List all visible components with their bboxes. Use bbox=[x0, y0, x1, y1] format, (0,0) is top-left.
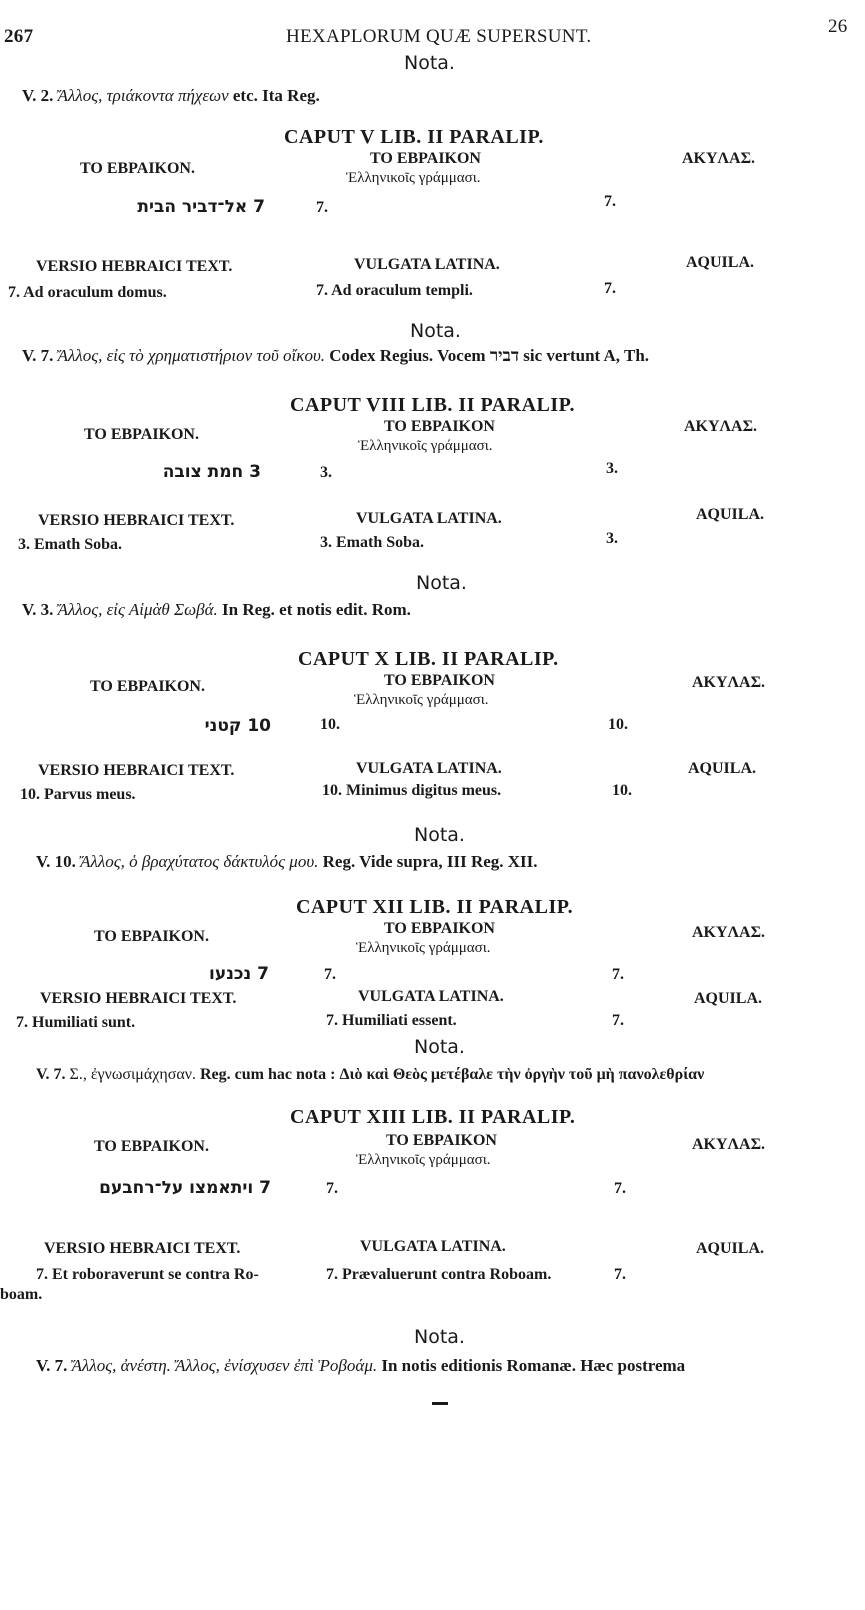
col-versio-header: VERSIO HEBRAICI TEXT. bbox=[36, 258, 233, 275]
hebrew-text: 10 קטני bbox=[204, 716, 271, 736]
col-versio-header: VERSIO HEBRAICI TEXT. bbox=[38, 512, 235, 529]
vulgata-text: 3. Emath Soba. bbox=[320, 534, 425, 551]
nota-label: Nota. bbox=[414, 1036, 465, 1058]
col-hebrew-greek-header: TO EBPAIKON bbox=[384, 672, 495, 689]
col-versio-header: VERSIO HEBRAICI TEXT. bbox=[38, 762, 235, 779]
versio-text: 3. Emath Soba. bbox=[18, 536, 123, 553]
aquila-verse-number: 7. bbox=[612, 966, 624, 983]
col-hebrew-header: TO EBPAIKON. bbox=[84, 426, 199, 443]
col-hebrew-header: TO EBPAIKON. bbox=[80, 160, 195, 177]
col-aquila-greek-header: AKYΛAΣ. bbox=[682, 150, 756, 167]
col-hebrew-greek-header: TO EBPAIKON bbox=[370, 150, 481, 167]
hg-verse-number: 7. bbox=[326, 1180, 338, 1197]
caput-heading: CAPUT V LIB. II PARALIP. bbox=[284, 126, 544, 148]
caput-heading: CAPUT XII LIB. II PARALIP. bbox=[296, 896, 574, 918]
note-prefix: V. 7. bbox=[36, 1356, 68, 1375]
aquila-text: 7. bbox=[614, 1266, 626, 1283]
note-line bbox=[22, 600, 411, 620]
col-hebrew-greek-sub: Ἑλληνικοῖς γράμμασι. bbox=[356, 1152, 491, 1168]
note-prefix: V. 7. bbox=[22, 346, 54, 365]
note-greek: Ἄλλος, ἀνέστη. Ἄλλος, ἐνίσχυσεν ἐπὶ Ῥοβοάμ. bbox=[71, 1356, 378, 1375]
aquila-text: 7. bbox=[604, 280, 616, 297]
col-versio-header: VERSIO HEBRAICI TEXT. bbox=[44, 1240, 241, 1257]
col-vulgata-header: VULGATA LATINA. bbox=[356, 760, 502, 777]
col-vulgata-header: VULGATA LATINA. bbox=[354, 256, 500, 273]
nota-label: Nota. bbox=[410, 320, 461, 342]
note-rest: Codex Regius. Vocem דביר sic vertunt A, Th. bbox=[329, 346, 650, 365]
col-hebrew-greek-header: TO EBPAIKON bbox=[384, 418, 495, 435]
note-greek: Ἄλλος, ὁ βραχύτατος δάκτυλός μου. bbox=[80, 852, 319, 871]
col-aquila-greek-header: AKYΛAΣ. bbox=[692, 674, 766, 691]
note-prefix: V. 3. bbox=[22, 600, 54, 619]
hebrew-text: 7 ויתאמצו על־רחבעם bbox=[99, 1178, 271, 1198]
col-aquila-header: AQUILA. bbox=[696, 1240, 765, 1257]
note-rest: Reg. Vide supra, III Reg. XII. bbox=[322, 852, 538, 871]
aquila-verse-number: 10. bbox=[608, 716, 628, 733]
vulgata-text: 7. Prævaluerunt contra Roboam. bbox=[326, 1266, 552, 1283]
versio-text: 7. Ad oraculum domus. bbox=[8, 284, 167, 301]
note-line bbox=[36, 1356, 685, 1376]
nota-label: Nota. bbox=[416, 572, 467, 594]
page-number-left: 267 bbox=[4, 26, 34, 47]
col-aquila-header: AQUILA. bbox=[694, 990, 763, 1007]
col-vulgata-header: VULGATA LATINA. bbox=[358, 988, 504, 1005]
versio-text: 10. Parvus meus. bbox=[20, 786, 136, 803]
col-versio-header: VERSIO HEBRAICI TEXT. bbox=[40, 990, 237, 1007]
caput-heading: CAPUT VIII LIB. II PARALIP. bbox=[290, 394, 576, 416]
col-aquila-greek-header: AKYΛAΣ. bbox=[692, 1136, 766, 1153]
versio-text: 7. Et roboraverunt se contra Ro- bbox=[36, 1266, 259, 1283]
note-rest: etc. Ita Reg. bbox=[232, 86, 320, 105]
vulgata-text: 10. Minimus digitus meus. bbox=[322, 782, 502, 799]
aquila-verse-number: 7. bbox=[614, 1180, 626, 1197]
aquila-text: 10. bbox=[612, 782, 632, 799]
col-hebrew-greek-sub: Ἑλληνικοῖς γράμμασι. bbox=[346, 170, 481, 186]
note-greek: Ἄλλος, τριάκοντα πήχεων bbox=[57, 86, 229, 105]
note-rest: Reg. cum hac nota : Διὸ καὶ Θεὸς μετέβαλε τὴν ὀργὴν τοῦ μὴ πανολεθρίαν bbox=[199, 1066, 705, 1083]
note-line bbox=[22, 346, 649, 366]
col-hebrew-header: TO EBPAIKON. bbox=[90, 678, 205, 695]
aquila-verse-number: 7. bbox=[604, 193, 616, 210]
caput-heading: CAPUT X LIB. II PARALIP. bbox=[298, 648, 559, 670]
col-hebrew-greek-sub: Ἑλληνικοῖς γράμμασι. bbox=[356, 940, 491, 956]
col-vulgata-header: VULGATA LATINA. bbox=[360, 1238, 506, 1255]
versio-text-continued: boam. bbox=[0, 1286, 43, 1303]
hg-verse-number: 10. bbox=[320, 716, 340, 733]
col-hebrew-header: TO EBPAIKON. bbox=[94, 928, 209, 945]
note-line bbox=[36, 852, 538, 872]
hg-verse-number: 7. bbox=[316, 199, 328, 216]
versio-text: 7. Humiliati sunt. bbox=[16, 1014, 136, 1031]
hg-verse-number: 3. bbox=[320, 464, 332, 481]
vulgata-text: 7. Humiliati essent. bbox=[326, 1012, 457, 1029]
vulgata-text: 7. Ad oraculum templi. bbox=[316, 282, 473, 299]
note-rest: In Reg. et notis edit. Rom. bbox=[222, 600, 411, 619]
col-aquila-header: AQUILA. bbox=[696, 506, 765, 523]
page-number-right: 26 bbox=[828, 16, 848, 37]
col-hebrew-greek-header: TO EBPAIKON bbox=[384, 920, 495, 937]
col-hebrew-header: TO EBPAIKON. bbox=[94, 1138, 209, 1155]
col-aquila-greek-header: AKYΛAΣ. bbox=[692, 924, 766, 941]
col-hebrew-greek-sub: Ἑλληνικοῖς γράμμασι. bbox=[358, 438, 493, 454]
col-hebrew-greek-sub: Ἑλληνικοῖς γράμμασι. bbox=[354, 692, 489, 708]
nota-label: Nota. bbox=[404, 52, 455, 74]
aquila-text: 7. bbox=[612, 1012, 624, 1029]
hebrew-text: 7 אל־דביר הבית bbox=[137, 197, 265, 217]
note-rest: In notis editionis Romanæ. Hæc postrema bbox=[381, 1356, 686, 1375]
aquila-text: 3. bbox=[606, 530, 618, 547]
col-aquila-header: AQUILA. bbox=[686, 254, 755, 271]
note-prefix: V. 10. bbox=[36, 852, 76, 871]
col-hebrew-greek-header: TO EBPAIKON bbox=[386, 1132, 497, 1149]
note-line bbox=[22, 86, 320, 106]
note-prefix: V. 7. bbox=[36, 1066, 66, 1083]
hg-verse-number: 7. bbox=[324, 966, 336, 983]
running-title: HEXAPLORUM QUÆ SUPERSUNT. bbox=[286, 26, 592, 47]
hebrew-text: 7 נכנעו bbox=[209, 964, 269, 984]
aquila-verse-number: 3. bbox=[606, 460, 618, 477]
hebrew-text: 3 חמת צובה bbox=[162, 462, 261, 482]
col-aquila-header: AQUILA. bbox=[688, 760, 757, 777]
col-aquila-greek-header: AKYΛAΣ. bbox=[684, 418, 758, 435]
note-line bbox=[36, 1066, 704, 1084]
note-prefix: V. 2. bbox=[22, 86, 54, 105]
note-greek: Ἄλλος, εἰς Αἱμὰθ Σωβά. bbox=[57, 600, 218, 619]
end-dash bbox=[432, 1402, 448, 1405]
note-greek: Ἄλλος, εἰς τὸ χρηματιστήριον τοῦ οἴκου. bbox=[57, 346, 325, 365]
col-vulgata-header: VULGATA LATINA. bbox=[356, 510, 502, 527]
caput-heading: CAPUT XIII LIB. II PARALIP. bbox=[290, 1106, 576, 1128]
nota-label: Nota. bbox=[414, 1326, 465, 1348]
note-greek: Σ., ἐγνωσιμάχησαν. bbox=[69, 1066, 196, 1083]
nota-label: Nota. bbox=[414, 824, 465, 846]
